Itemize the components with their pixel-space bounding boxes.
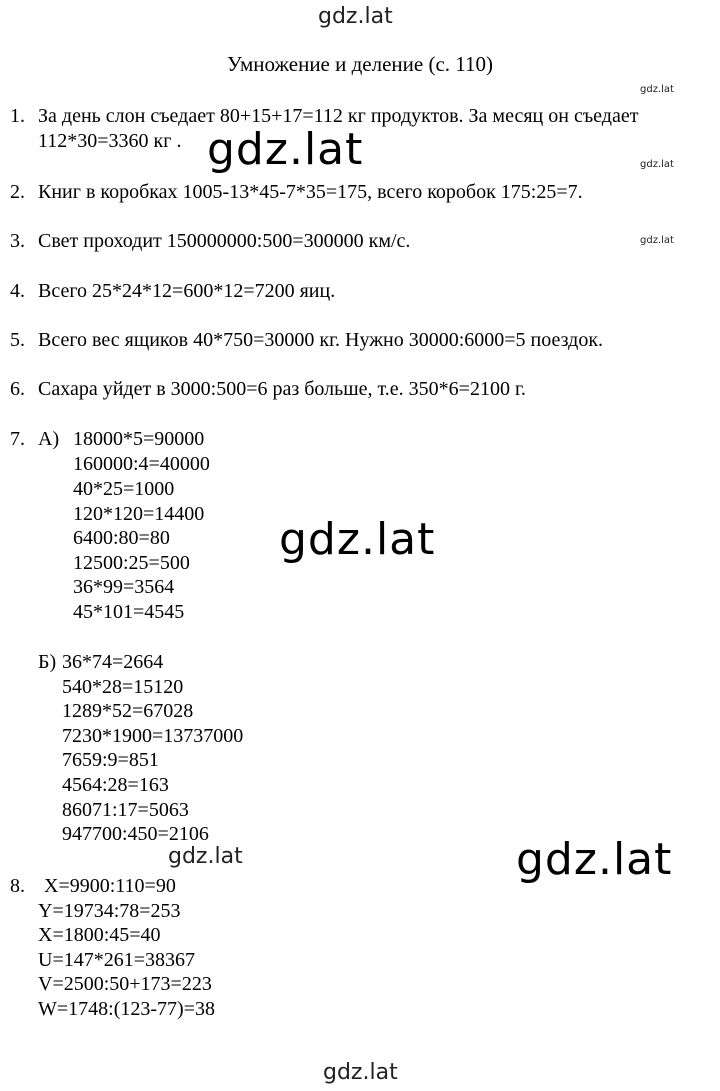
task-8-line-5: V=2500:50+173=223	[38, 973, 212, 995]
task-8-line-6: W=1748:(123-77)=38	[38, 998, 215, 1020]
task-6-number: 6.	[10, 378, 25, 400]
task-2-line: Книг в коробках 1005-13*45-7*35=175, всего коробок 175:25=7.	[38, 181, 583, 203]
task-7a-line-3: 40*25=1000	[73, 478, 175, 500]
task-7a-line-1: 18000*5=90000	[73, 428, 205, 450]
task-6-line: Сахара уйдет в 3000:500=6 раз больше, т.е. 350*6=2100 г.	[38, 378, 526, 400]
watermark-tiny-1: gdz.lat	[640, 84, 674, 95]
task-7a-line-8: 45*101=4545	[73, 601, 185, 623]
task-7a-line-2: 160000:4=40000	[73, 453, 210, 475]
task-7-part-a-label: А)	[38, 428, 60, 450]
task-5-line: Всего вес ящиков 40*750=30000 кг. Нужно 30000:6000=5 поездок.	[38, 329, 604, 351]
task-7b-line-8: 947700:450=2106	[62, 823, 209, 845]
task-8-line-4: U=147*261=38367	[38, 949, 196, 971]
task-2-number: 2.	[10, 181, 25, 203]
watermark-tiny-3: gdz.lat	[640, 235, 674, 246]
task-7b-line-4: 7230*1900=13737000	[62, 725, 244, 747]
task-1-line-2: 112*30=3360 кг .	[38, 130, 182, 152]
watermark-big-2: gdz.lat	[279, 514, 436, 565]
watermark-bottom: gdz.lat	[323, 1060, 398, 1085]
task-7a-line-6: 12500:25=500	[73, 552, 190, 574]
task-1-number: 1.	[10, 105, 25, 127]
task-7b-line-3: 1289*52=67028	[62, 700, 194, 722]
task-3-line: Свет проходит 150000000:500=300000 км/с.	[38, 230, 411, 252]
task-7a-line-5: 6400:80=80	[73, 527, 170, 549]
task-8-line-3: X=1800:45=40	[38, 924, 161, 946]
task-4-number: 4.	[10, 280, 25, 302]
task-7a-line-4: 120*120=14400	[73, 503, 205, 525]
task-7a-line-7: 36*99=3564	[73, 576, 175, 598]
task-7-number: 7.	[10, 428, 25, 450]
watermark-mid-label: gdz.lat	[168, 844, 243, 869]
page-title: Умножение и деление (с. 110)	[227, 52, 493, 76]
task-7b-line-5: 7659:9=851	[62, 749, 159, 771]
watermark-big-1: gdz.lat	[207, 124, 364, 175]
task-7b-line-2: 540*28=15120	[62, 676, 184, 698]
task-7b-line-7: 86071:17=5063	[62, 799, 189, 821]
watermark-tiny-2: gdz.lat	[640, 159, 674, 170]
task-1-line-1: За день слон съедает 80+15+17=112 кг продуктов. За месяц он съедает	[38, 105, 639, 127]
task-7b-line-1: 36*74=2664	[62, 651, 164, 673]
task-5-number: 5.	[10, 329, 25, 351]
task-7b-line-6: 4564:28=163	[62, 774, 169, 796]
task-8-line-2: Y=19734:78=253	[38, 900, 181, 922]
task-8-number: 8.	[10, 875, 25, 897]
task-3-number: 3.	[10, 230, 25, 252]
task-7-part-b-label: Б)	[38, 651, 57, 673]
watermark-big-3: gdz.lat	[516, 834, 673, 885]
task-4-line: Всего 25*24*12=600*12=7200 яиц.	[38, 280, 336, 302]
task-8-line-1: X=9900:110=90	[44, 875, 176, 897]
watermark-top: gdz.lat	[318, 4, 393, 29]
